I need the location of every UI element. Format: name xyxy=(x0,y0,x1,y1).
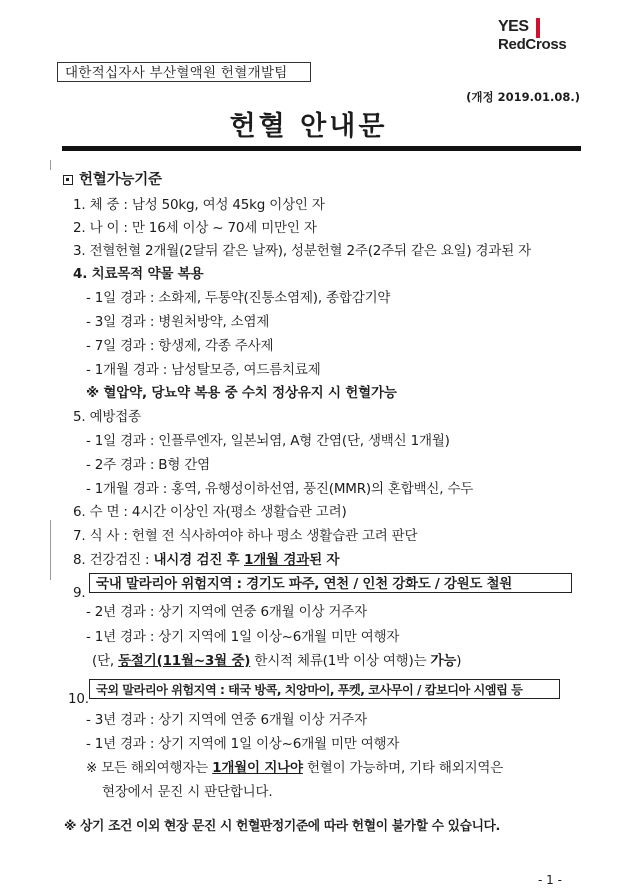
checkup-prefix: 8. 건강검진 : xyxy=(73,552,154,568)
page-title: 헌혈 안내문 xyxy=(229,111,388,142)
criterion-sleep: 6. 수 면 : 4시간 이상인 자(평소 생활습관 고려) xyxy=(73,504,347,520)
square-bullet-icon xyxy=(63,175,73,185)
overseas-item: - 3년 경과 : 상기 지역에 연중 6개월 이상 거주자 xyxy=(86,712,367,728)
domestic-note-bold: 동절기(11월~3월 중) xyxy=(118,653,251,669)
domestic-note xyxy=(92,652,461,670)
medication-item: - 3일 경과 : 병원처방약, 소염제 xyxy=(86,314,270,330)
domestic-item: - 2년 경과 : 상기 지역에 연중 6개월 이상 거주자 xyxy=(86,604,367,620)
logo-redcross-text: RedCross xyxy=(498,36,567,53)
checkup-suffix: 된 자 xyxy=(309,552,340,568)
criterion-age: 2. 나 이 : 만 16세 이상 ~ 70세 미만인 자 xyxy=(73,220,317,236)
criterion-weight: 1. 체 중 : 남성 50kg, 여성 45kg 이상인 자 xyxy=(73,197,325,213)
overseas-note-line2: 현장에서 문진 시 판단합니다. xyxy=(102,784,273,800)
overseas-item: - 1년 경과 : 상기 지역에 1일 이상~6개월 미만 여행자 xyxy=(86,736,400,752)
criterion-checkup xyxy=(73,551,339,569)
medication-item: - 7일 경과 : 항생제, 각종 주사제 xyxy=(86,338,274,354)
page-number: - 1 - xyxy=(538,873,562,887)
checkup-underline: 1개월 경과 xyxy=(244,552,310,568)
section-heading xyxy=(63,171,162,189)
footer-note: ※ 상기 조건 이외 현장 문진 시 헌혈판정기준에 따라 헌혈이 불가할 수 있습니다. xyxy=(64,819,500,834)
scan-artifact xyxy=(50,160,51,170)
redcross-logo xyxy=(494,16,584,56)
overseas-note-bold: 1개월이 지나야 xyxy=(212,760,303,776)
overseas-note-prefix: ※ 모든 해외여행자는 xyxy=(86,760,213,776)
criterion-meal: 7. 식 사 : 헌혈 전 식사하여야 하나 평소 생활습관 고려 판단 xyxy=(73,528,418,544)
domestic-note-mid: 한시적 체류(1박 이상 여행)는 xyxy=(250,653,431,669)
vaccine-item: - 2주 경과 : B형 간염 xyxy=(86,457,210,473)
overseas-malaria-box: 국외 말라리아 위험지역 : 태국 방콕, 치앙마이, 푸켓, 코사무이 / 캄보디아 시엠립 등 xyxy=(89,679,560,699)
medication-note: ※ 혈압약, 당뇨약 복용 중 수치 정상유지 시 헌혈가능 xyxy=(86,385,397,401)
scan-artifact xyxy=(50,520,51,580)
criterion-vaccine-title: 5. 예방접종 xyxy=(73,409,141,425)
revision-date: (개정 2019.01.08.) xyxy=(466,90,580,104)
overseas-number: 10. xyxy=(68,691,89,707)
medication-item: - 1일 경과 : 소화제, 두통약(진통소염제), 종합감기약 xyxy=(86,290,391,306)
section-heading-text: 헌혈가능기준 xyxy=(79,172,162,188)
medication-item: - 1개월 경과 : 남성탈모증, 여드름치료제 xyxy=(86,362,321,378)
domestic-malaria-box: 국내 말라리아 위험지역 : 경기도 파주, 연천 / 인천 강화도 / 강원도 철원 xyxy=(89,573,572,593)
organization-label: 대한적십자사 부산혈액원 헌혈개발팀 xyxy=(57,62,311,82)
criterion-medication-title: 4. 치료목적 약물 복용 xyxy=(73,266,204,282)
domestic-number: 9. xyxy=(73,585,86,601)
vaccine-item: - 1개월 경과 : 홍역, 유행성이하선염, 풍진(MMR)의 혼합백신, 수두 xyxy=(86,481,474,497)
vaccine-item: - 1일 경과 : 인플루엔자, 일본뇌염, A형 간염(단, 생백신 1개월) xyxy=(86,433,450,449)
overseas-note-suffix: 헌혈이 가능하며, 기타 해외지역은 xyxy=(302,760,504,776)
logo-yes-text: YES xyxy=(498,18,529,35)
title-underline xyxy=(62,146,581,151)
checkup-bold: 내시경 검진 후 xyxy=(153,552,245,568)
logo-accent-bar xyxy=(536,18,540,38)
criterion-interval: 3. 전혈헌혈 2개월(2달뒤 같은 날짜), 성분헌혈 2주(2주뒤 같은 요일) 경과된 자 xyxy=(73,243,532,259)
domestic-note-prefix: (단, xyxy=(92,653,119,669)
domestic-item: - 1년 경과 : 상기 지역에 1일 이상~6개월 미만 여행자 xyxy=(86,629,400,645)
domestic-note-close: ) xyxy=(456,653,462,669)
overseas-note xyxy=(86,759,503,777)
domestic-note-end: 가능 xyxy=(430,653,457,669)
